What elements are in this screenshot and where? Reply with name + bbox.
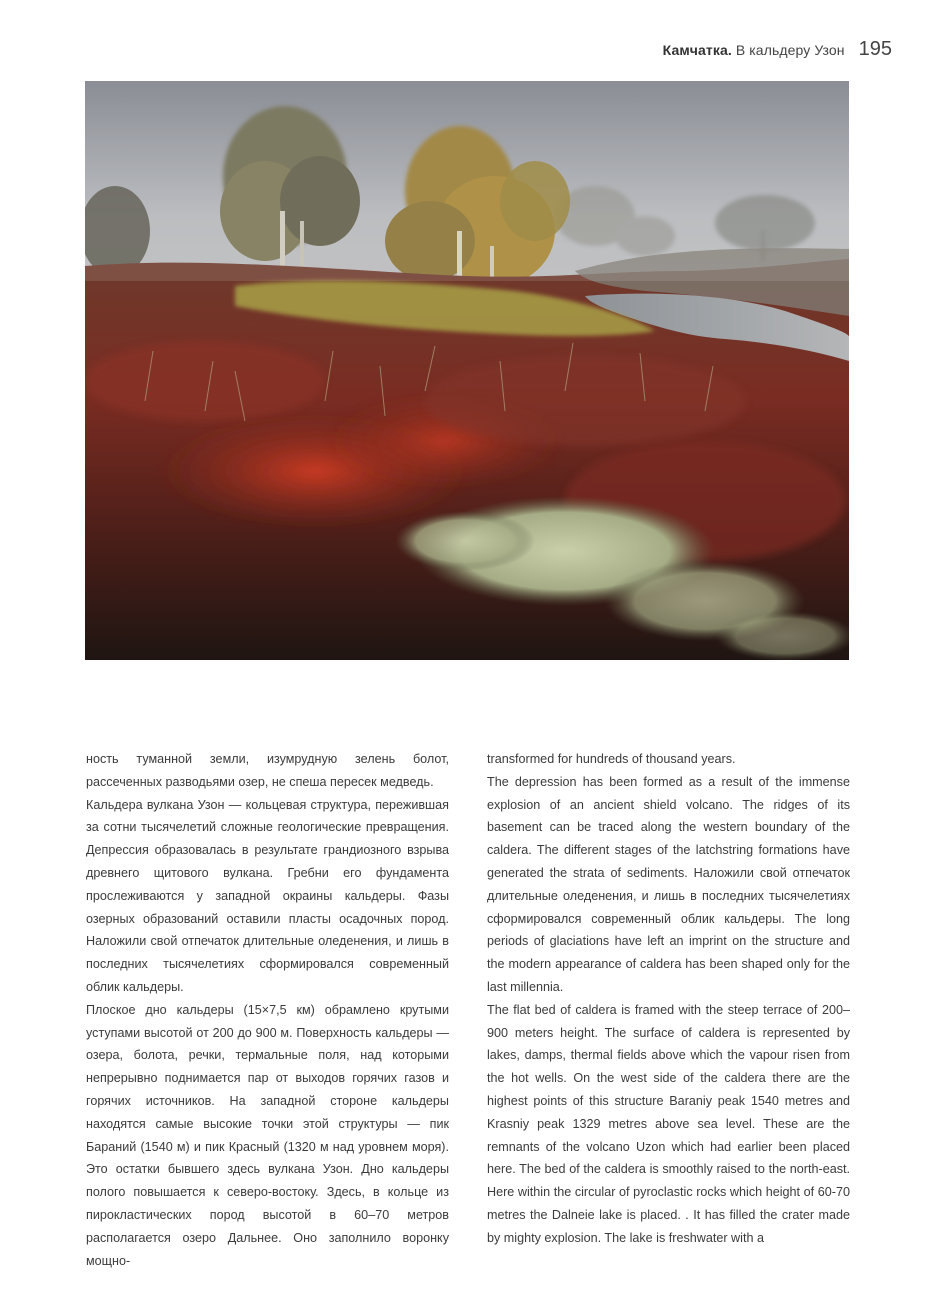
paragraph: The flat bed of caldera is framed with the steep terrace of 200–900 meters height. The surface of caldera is represented by lakes, damps, thermal fields above which the vapour risen from the hot wells. On the west side of the caldera there are the highest points of this structure Baraniy peak 1540 metres and Krasniy peak 1329 metres above sea level. These are the remnants of the volcano Uzon which had earlier been placed here. The bed of the caldera is smoothly raised to the north-east. Here within the circular of pyroclastic rocks which height of 60-70 metres the Dalneie lake is placed. . It has filled the crater made by mighty explosion. The lake is freshwater with a (487, 1002, 850, 1245)
photo-illustration (85, 81, 849, 660)
running-header (663, 38, 892, 61)
english-text-column (487, 748, 850, 1250)
fog-overlay (85, 81, 849, 281)
landscape-photo (85, 81, 849, 660)
page-number: 195 (858, 38, 892, 60)
paragraph: transformed for hundreds of thousand years. (487, 752, 736, 766)
header-title-bold: Камчатка. (662, 42, 732, 58)
russian-text-column (86, 748, 449, 1272)
header-title-rest: В кальдеру Узон (735, 42, 845, 58)
paragraph: Кальдера вулкана Узон — кольцевая структура, пережившая за сотни тысячелетий сложные геологические превращения. Депрессия образовалась в результате грандиозного взрыва древнего щитового вулкана. Гребни его фундамента прослеживаются у западной окраины кальдеры. Фазы озерных образований оставили пласты осадочных пород. Наложили свой отпечаток длительные оледенения, и лишь в последних тысячелетиях сформировался современный облик кальдеры. (86, 797, 449, 994)
paragraph: Плоское дно кальдеры (15×7,5 км) обрамлено крутыми уступами высотой от 200 до 900 м. Поверхность кальдеры — озера, болота, речки, термальные поля, над которыми непрерывно поднимается пар от выходов горячих газов и горячих источников. На западной стороне кальдеры находятся самые высокие точки этой структуры — пик Бараний (1540 м) и пик Красный (1320 м над уровнем моря). Это остатки бывшего здесь вулкана Узон. Дно кальдеры полого повышается к северо-востоку. Здесь, в кольце из пирокластических пород высотой в 60–70 метров располагается озеро Дальнее. Оно заполнило воронку мощно- (86, 1002, 449, 1268)
header-title (663, 42, 845, 58)
paragraph: ность туманной земли, изумрудную зелень болот, рассеченных разводьями озер, не спеша пересек медведь. (86, 752, 449, 789)
paragraph: The depression has been formed as a result of the immense explosion of an ancient shield volcano. The ridges of its basement can be traced along the western boundary of the caldera. The different stages of the latchstring formations have generated the strata of sediments. Наложили свой отпечаток длительные оледенения, и лишь в последних тысячелетиях сформировался современный облик кальдеры. The long periods of glaciations have left an imprint on the structure and the modern appearance of caldera has been shaped only for the last millennia. (487, 774, 850, 994)
